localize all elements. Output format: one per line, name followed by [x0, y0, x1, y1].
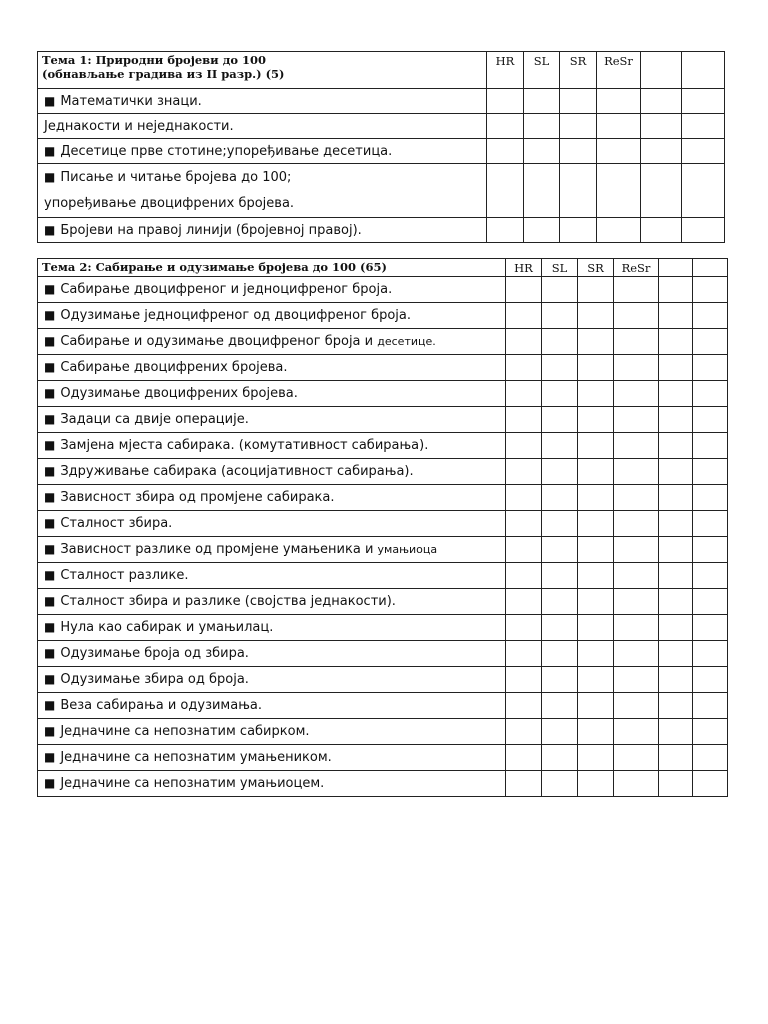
mark-cell[interactable] — [506, 355, 542, 381]
mark-cell[interactable] — [597, 218, 641, 243]
column-header-sr: SR — [578, 259, 614, 277]
mark-cell[interactable] — [560, 89, 597, 114]
mark-cell[interactable] — [659, 719, 693, 745]
mark-cell[interactable] — [693, 537, 728, 563]
lesson-cell — [38, 459, 506, 485]
mark-cell[interactable] — [524, 89, 560, 114]
bullet-icon: ■ — [44, 776, 56, 790]
lesson-cell — [38, 329, 506, 355]
mark-cell[interactable] — [693, 459, 728, 485]
mark-cell[interactable] — [524, 164, 560, 218]
table-row — [38, 355, 728, 381]
mark-cell[interactable] — [693, 641, 728, 667]
lesson-cell — [38, 615, 506, 641]
table-row — [38, 303, 728, 329]
mark-cell[interactable] — [597, 114, 641, 139]
lesson-label: Задаци са двије операције. — [60, 412, 249, 427]
lesson-cell — [38, 771, 506, 797]
mark-cell[interactable] — [659, 485, 693, 511]
lesson-label: Одузимање једноцифреног од двоцифреног броја. — [60, 308, 412, 323]
mark-cell[interactable] — [578, 355, 614, 381]
mark-cell[interactable] — [578, 745, 614, 771]
mark-cell[interactable] — [614, 667, 659, 693]
lesson-label: Сабирање двоцифреног и једноцифреног броја. — [60, 282, 393, 297]
lesson-cell — [38, 667, 506, 693]
lesson-cell — [38, 485, 506, 511]
mark-cell[interactable] — [659, 745, 693, 771]
mark-cell[interactable] — [506, 667, 542, 693]
lesson-cell — [38, 89, 487, 114]
bullet-icon: ■ — [44, 360, 56, 374]
mark-cell[interactable] — [659, 459, 693, 485]
mark-cell[interactable] — [597, 89, 641, 114]
mark-cell[interactable] — [659, 615, 693, 641]
lesson-label: Сталност разлике. — [60, 568, 189, 583]
table-row — [38, 277, 728, 303]
mark-cell[interactable] — [693, 355, 728, 381]
mark-cell[interactable] — [597, 164, 641, 218]
mark-cell[interactable] — [542, 719, 578, 745]
table-row — [38, 615, 728, 641]
lesson-label: Сталност збира. — [60, 516, 173, 531]
mark-cell[interactable] — [560, 139, 597, 164]
lesson-label: Једначине са непознатим умањеником. — [60, 750, 332, 765]
mark-cell[interactable] — [578, 719, 614, 745]
mark-cell[interactable] — [506, 537, 542, 563]
column-header-empty — [641, 52, 682, 89]
mark-cell[interactable] — [506, 589, 542, 615]
bullet-icon: ■ — [44, 412, 56, 426]
lesson-label: Одузимање броја од збира. — [60, 646, 249, 661]
bullet-icon: ■ — [44, 672, 56, 686]
mark-cell[interactable] — [659, 277, 693, 303]
mark-cell[interactable] — [578, 407, 614, 433]
mark-cell[interactable] — [641, 114, 682, 139]
column-header-empty — [682, 52, 725, 89]
mark-cell[interactable] — [693, 329, 728, 355]
mark-cell[interactable] — [578, 615, 614, 641]
lesson-cell — [38, 277, 506, 303]
mark-cell[interactable] — [542, 693, 578, 719]
mark-cell[interactable] — [578, 641, 614, 667]
mark-cell[interactable] — [693, 407, 728, 433]
mark-cell[interactable] — [506, 511, 542, 537]
mark-cell[interactable] — [614, 563, 659, 589]
mark-cell[interactable] — [542, 277, 578, 303]
bullet-icon: ■ — [44, 568, 56, 582]
mark-cell[interactable] — [542, 589, 578, 615]
mark-cell[interactable] — [682, 139, 725, 164]
mark-cell[interactable] — [578, 485, 614, 511]
bullet-icon: ■ — [44, 516, 56, 530]
lesson-label: Сабирање и одузимање двоцифреног броја и — [60, 334, 374, 349]
bullet-icon: ■ — [44, 222, 56, 237]
mark-cell[interactable] — [641, 164, 682, 218]
mark-cell[interactable] — [506, 381, 542, 407]
table-row — [38, 719, 728, 745]
mark-cell[interactable] — [659, 303, 693, 329]
table-row — [38, 139, 725, 164]
bullet-icon: ■ — [44, 620, 56, 634]
lesson-label: Једначине са непознатим умањиоцем. — [60, 776, 325, 791]
mark-cell[interactable] — [659, 693, 693, 719]
mark-cell[interactable] — [506, 745, 542, 771]
mark-cell[interactable] — [578, 667, 614, 693]
mark-cell[interactable] — [659, 771, 693, 797]
column-header-hr: HR — [487, 52, 524, 89]
table-header-row — [38, 52, 725, 89]
mark-cell[interactable] — [597, 139, 641, 164]
mark-cell[interactable] — [614, 433, 659, 459]
lesson-label-continued: упоређивање двоцифрених бројева. — [44, 196, 295, 211]
mark-cell[interactable] — [578, 563, 614, 589]
bullet-icon: ■ — [44, 308, 56, 322]
mark-cell[interactable] — [542, 537, 578, 563]
mark-cell[interactable] — [659, 433, 693, 459]
mark-cell[interactable] — [682, 89, 725, 114]
mark-cell[interactable] — [682, 218, 725, 243]
mark-cell[interactable] — [542, 381, 578, 407]
lesson-label-small: умањиоца — [377, 543, 438, 556]
mark-cell[interactable] — [506, 277, 542, 303]
mark-cell[interactable] — [578, 277, 614, 303]
mark-cell[interactable] — [659, 667, 693, 693]
bullet-icon: ■ — [44, 750, 56, 764]
mark-cell[interactable] — [614, 719, 659, 745]
mark-cell[interactable] — [682, 164, 725, 218]
mark-cell[interactable] — [506, 329, 542, 355]
mark-cell[interactable] — [578, 433, 614, 459]
table-row — [38, 459, 728, 485]
mark-cell[interactable] — [693, 277, 728, 303]
mark-cell[interactable] — [560, 114, 597, 139]
mark-cell[interactable] — [542, 641, 578, 667]
mark-cell[interactable] — [542, 615, 578, 641]
lesson-cell — [38, 218, 487, 243]
mark-cell[interactable] — [506, 485, 542, 511]
bullet-icon: ■ — [44, 646, 56, 660]
mark-cell[interactable] — [641, 89, 682, 114]
mark-cell[interactable] — [614, 381, 659, 407]
column-header-resr: ReSr — [597, 52, 641, 89]
mark-cell[interactable] — [542, 329, 578, 355]
mark-cell[interactable] — [693, 745, 728, 771]
mark-cell[interactable] — [506, 641, 542, 667]
mark-cell[interactable] — [614, 511, 659, 537]
lesson-label: Писање и читање бројева до 100; — [60, 170, 292, 185]
mark-cell[interactable] — [542, 355, 578, 381]
mark-cell[interactable] — [693, 303, 728, 329]
mark-cell[interactable] — [659, 589, 693, 615]
table-header-row — [38, 259, 728, 277]
column-header-hr: HR — [506, 259, 542, 277]
lesson-label: Веза сабирања и одузимања. — [60, 698, 262, 713]
lesson-cell — [38, 355, 506, 381]
mark-cell[interactable] — [560, 164, 597, 218]
lesson-cell — [38, 303, 506, 329]
table-row — [38, 114, 725, 139]
lesson-cell — [38, 381, 506, 407]
mark-cell[interactable] — [542, 303, 578, 329]
bullet-icon: ■ — [44, 170, 56, 184]
table-row — [38, 537, 728, 563]
bullet-icon: ■ — [44, 386, 56, 400]
table-row — [38, 563, 728, 589]
mark-cell[interactable] — [614, 615, 659, 641]
mark-cell[interactable] — [614, 355, 659, 381]
mark-cell[interactable] — [506, 771, 542, 797]
table-row — [38, 89, 725, 114]
lesson-cell — [38, 641, 506, 667]
lesson-label: Замјена мјеста сабирака. (комутативност сабирања). — [60, 438, 429, 453]
lesson-label: Сабирање двоцифрених бројева. — [60, 360, 288, 375]
column-header-sr: SR — [560, 52, 597, 89]
mark-cell[interactable] — [578, 771, 614, 797]
mark-cell[interactable] — [659, 355, 693, 381]
lesson-cell — [38, 114, 487, 139]
bullet-icon: ■ — [44, 490, 56, 504]
mark-cell[interactable] — [578, 329, 614, 355]
lesson-cell — [38, 719, 506, 745]
mark-cell[interactable] — [524, 139, 560, 164]
lesson-label-small: десетице. — [377, 335, 436, 348]
mark-cell[interactable] — [506, 433, 542, 459]
topic-1-table — [37, 51, 725, 243]
mark-cell[interactable] — [614, 407, 659, 433]
lesson-cell — [38, 563, 506, 589]
mark-cell[interactable] — [542, 563, 578, 589]
mark-cell[interactable] — [659, 511, 693, 537]
mark-cell[interactable] — [659, 641, 693, 667]
topic-1-title — [38, 52, 487, 89]
mark-cell[interactable] — [693, 485, 728, 511]
mark-cell[interactable] — [693, 771, 728, 797]
topic-1-title-line-1: Тема 1: Природни бројеви до 100 — [42, 53, 267, 67]
mark-cell[interactable] — [614, 537, 659, 563]
lesson-cell — [38, 745, 506, 771]
mark-cell[interactable] — [524, 114, 560, 139]
bullet-icon: ■ — [44, 698, 56, 712]
table-row — [38, 433, 728, 459]
mark-cell[interactable] — [659, 537, 693, 563]
column-header-sl: SL — [542, 259, 578, 277]
table-row — [38, 693, 728, 719]
bullet-icon: ■ — [44, 334, 56, 348]
lesson-label: Једнакости и неједнакости. — [44, 118, 234, 134]
mark-cell[interactable] — [693, 563, 728, 589]
mark-cell[interactable] — [506, 693, 542, 719]
mark-cell[interactable] — [578, 459, 614, 485]
column-header-sl: SL — [524, 52, 560, 89]
mark-cell[interactable] — [487, 139, 524, 164]
mark-cell[interactable] — [487, 114, 524, 139]
table-row — [38, 218, 725, 243]
mark-cell[interactable] — [506, 719, 542, 745]
lesson-label: Зависност разлике од промјене умањеника и — [60, 542, 374, 557]
table-row — [38, 485, 728, 511]
mark-cell[interactable] — [578, 381, 614, 407]
mark-cell[interactable] — [614, 277, 659, 303]
topic-2-title: Тема 2: Сабирање и одузимање бројева до 100 (65) — [38, 259, 506, 277]
mark-cell[interactable] — [542, 511, 578, 537]
mark-cell[interactable] — [506, 563, 542, 589]
lesson-label: Математички знаци. — [60, 93, 202, 109]
lesson-cell — [38, 139, 487, 164]
mark-cell[interactable] — [641, 218, 682, 243]
mark-cell[interactable] — [542, 745, 578, 771]
mark-cell[interactable] — [578, 537, 614, 563]
mark-cell[interactable] — [693, 667, 728, 693]
lesson-cell — [38, 511, 506, 537]
mark-cell[interactable] — [614, 459, 659, 485]
mark-cell[interactable] — [641, 139, 682, 164]
mark-cell[interactable] — [659, 381, 693, 407]
bullet-icon: ■ — [44, 542, 56, 556]
lesson-label: Једначине са непознатим сабирком. — [60, 724, 310, 739]
lesson-label: Нула као сабирак и умањилац. — [60, 620, 274, 635]
lesson-label: Сталност збира и разлике (својства једнакости). — [60, 594, 396, 609]
mark-cell[interactable] — [524, 218, 560, 243]
lesson-label: Зависност збира од промјене сабирака. — [60, 490, 335, 505]
lesson-label: Одузимање збира од броја. — [60, 672, 249, 687]
lesson-label: Десетице прве стотине;упоређивање десетица. — [60, 143, 393, 159]
lesson-label: Здруживање сабирака (асоцијативност сабирања). — [60, 464, 414, 479]
mark-cell[interactable] — [614, 771, 659, 797]
mark-cell[interactable] — [614, 329, 659, 355]
mark-cell[interactable] — [506, 459, 542, 485]
table-row — [38, 511, 728, 537]
mark-cell[interactable] — [487, 218, 524, 243]
mark-cell[interactable] — [614, 589, 659, 615]
bullet-icon: ■ — [44, 438, 56, 452]
lesson-cell — [38, 537, 506, 563]
mark-cell[interactable] — [578, 303, 614, 329]
topic-2-table — [37, 258, 728, 797]
table-row — [38, 745, 728, 771]
bullet-icon: ■ — [44, 464, 56, 478]
mark-cell[interactable] — [578, 589, 614, 615]
table-row — [38, 771, 728, 797]
mark-cell[interactable] — [542, 433, 578, 459]
mark-cell[interactable] — [693, 381, 728, 407]
topic-1-title-line-2: (обнављање градива из II разр.) (5) — [42, 67, 285, 81]
mark-cell[interactable] — [693, 615, 728, 641]
mark-cell[interactable] — [487, 164, 524, 218]
mark-cell[interactable] — [487, 89, 524, 114]
lesson-label: Бројеви на правој линији (бројевној правој). — [60, 222, 362, 238]
mark-cell[interactable] — [693, 511, 728, 537]
mark-cell[interactable] — [506, 615, 542, 641]
mark-cell[interactable] — [578, 511, 614, 537]
table-row — [38, 641, 728, 667]
mark-cell[interactable] — [614, 641, 659, 667]
lesson-cell — [38, 433, 506, 459]
mark-cell[interactable] — [542, 667, 578, 693]
table-row — [38, 667, 728, 693]
bullet-icon: ■ — [44, 282, 56, 296]
mark-cell[interactable] — [659, 329, 693, 355]
mark-cell[interactable] — [693, 693, 728, 719]
table-row — [38, 164, 725, 218]
mark-cell[interactable] — [682, 114, 725, 139]
mark-cell[interactable] — [614, 303, 659, 329]
column-header-empty — [659, 259, 693, 277]
lesson-cell — [38, 407, 506, 433]
mark-cell[interactable] — [614, 745, 659, 771]
bullet-icon: ■ — [44, 594, 56, 608]
lesson-cell — [38, 693, 506, 719]
mark-cell[interactable] — [659, 407, 693, 433]
mark-cell[interactable] — [542, 407, 578, 433]
lesson-cell — [38, 589, 506, 615]
mark-cell[interactable] — [506, 303, 542, 329]
mark-cell[interactable] — [659, 563, 693, 589]
bullet-icon: ■ — [44, 724, 56, 738]
table-row — [38, 381, 728, 407]
table-row — [38, 589, 728, 615]
bullet-icon: ■ — [44, 143, 56, 158]
lesson-label: Одузимање двоцифрених бројева. — [60, 386, 298, 401]
table-row — [38, 407, 728, 433]
mark-cell[interactable] — [560, 218, 597, 243]
bullet-icon: ■ — [44, 93, 56, 108]
mark-cell[interactable] — [506, 407, 542, 433]
mark-cell[interactable] — [693, 719, 728, 745]
mark-cell[interactable] — [542, 771, 578, 797]
mark-cell[interactable] — [693, 589, 728, 615]
mark-cell[interactable] — [614, 485, 659, 511]
mark-cell[interactable] — [693, 433, 728, 459]
mark-cell[interactable] — [542, 459, 578, 485]
column-header-resr: ReSr — [614, 259, 659, 277]
column-header-empty — [693, 259, 728, 277]
mark-cell[interactable] — [542, 485, 578, 511]
mark-cell[interactable] — [614, 693, 659, 719]
mark-cell[interactable] — [578, 693, 614, 719]
lesson-cell — [38, 164, 487, 218]
table-row — [38, 329, 728, 355]
